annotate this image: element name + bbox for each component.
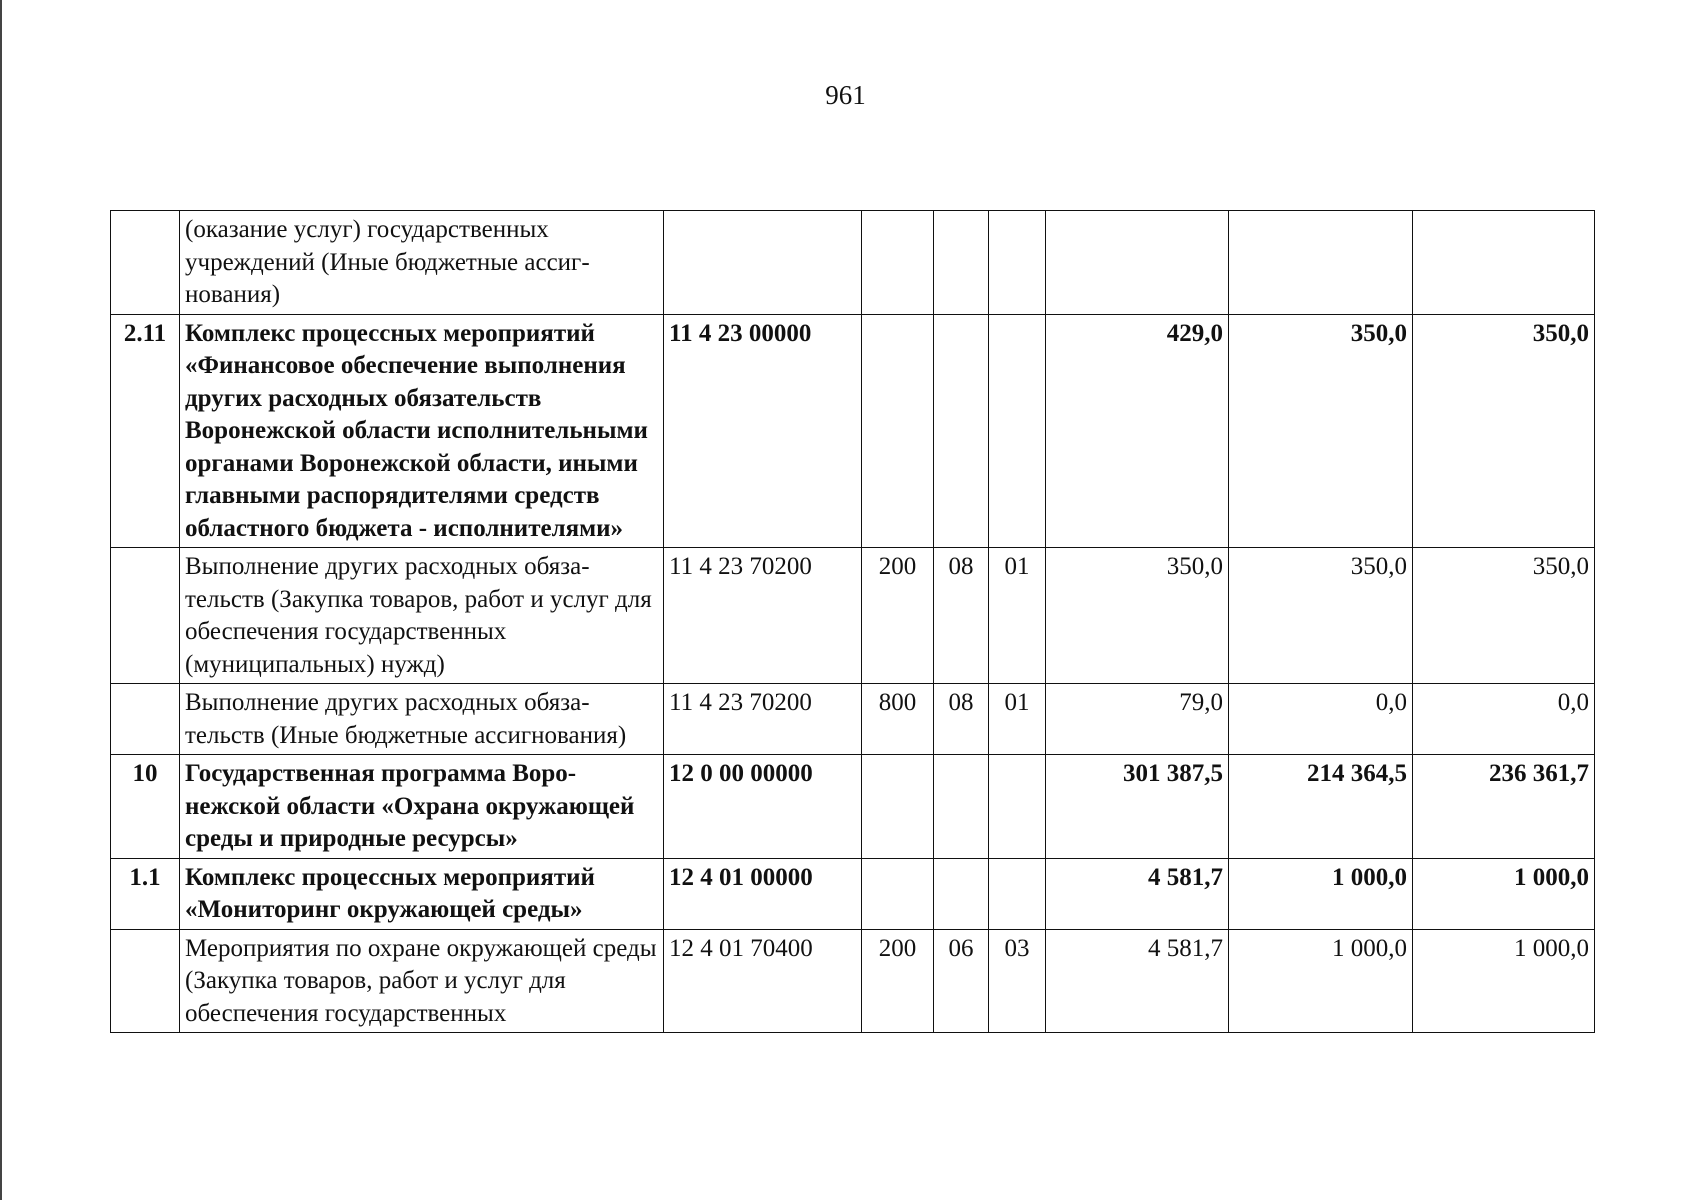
target-code — [664, 211, 862, 315]
amount-year-3: 350,0 — [1413, 548, 1595, 684]
page-number: 961 — [825, 80, 866, 110]
amount-year-3: 350,0 — [1413, 314, 1595, 548]
target-code: 12 4 01 00000 — [664, 858, 862, 929]
section-code: 08 — [934, 548, 989, 684]
row-number: 2.11 — [111, 314, 180, 548]
expense-type: 200 — [862, 548, 934, 684]
expense-type — [862, 211, 934, 315]
expense-type — [862, 755, 934, 859]
row-number — [111, 929, 180, 1033]
section-code: 08 — [934, 684, 989, 755]
subsection-code: 01 — [989, 684, 1046, 755]
section-code — [934, 314, 989, 548]
amount-year-1: 350,0 — [1046, 548, 1229, 684]
amount-year-2 — [1229, 211, 1413, 315]
section-code — [934, 211, 989, 315]
subsection-code: 01 — [989, 548, 1046, 684]
subsection-code — [989, 211, 1046, 315]
table-row — [111, 211, 1595, 315]
row-description: Комплекс процессных мероприятий «Финансовое обеспечение выполнения других расходных обязательств Воронежской области исполнительными органами Воронежской области, иными главными распорядителями средств областного бюджета - исполнителями» — [180, 314, 664, 548]
amount-year-1 — [1046, 211, 1229, 315]
target-code: 12 4 01 70400 — [664, 929, 862, 1033]
amount-year-1: 4 581,7 — [1046, 929, 1229, 1033]
section-code — [934, 755, 989, 859]
expense-type: 800 — [862, 684, 934, 755]
section-code — [934, 858, 989, 929]
amount-year-2: 350,0 — [1229, 548, 1413, 684]
subsection-code — [989, 314, 1046, 548]
table-row — [111, 858, 1595, 929]
table-row — [111, 314, 1595, 548]
row-description: Комплекс процессных мероприятий «Мониторинг окружающей среды» — [180, 858, 664, 929]
target-code: 11 4 23 00000 — [664, 314, 862, 548]
table-row — [111, 929, 1595, 1033]
amount-year-3: 236 361,7 — [1413, 755, 1595, 859]
budget-table — [110, 210, 1595, 1033]
row-description: Выполнение других расходных обязательств (Иные бюджетные ассигнования) — [180, 684, 664, 755]
expense-type — [862, 858, 934, 929]
amount-year-2: 1 000,0 — [1229, 929, 1413, 1033]
target-code: 11 4 23 70200 — [664, 548, 862, 684]
amount-year-1: 4 581,7 — [1046, 858, 1229, 929]
expense-type — [862, 314, 934, 548]
amount-year-3: 0,0 — [1413, 684, 1595, 755]
subsection-code — [989, 755, 1046, 859]
scan-left-edge — [0, 0, 2, 1200]
row-description: Государственная программа Воронежской области «Охрана окружающей среды и природные ресурсы» — [180, 755, 664, 859]
row-number: 1.1 — [111, 858, 180, 929]
target-code: 11 4 23 70200 — [664, 684, 862, 755]
row-number: 10 — [111, 755, 180, 859]
amount-year-2: 214 364,5 — [1229, 755, 1413, 859]
amount-year-2: 350,0 — [1229, 314, 1413, 548]
row-description: (оказание услуг) государственных учреждений (Иные бюджетные ассигнования) — [180, 211, 664, 315]
amount-year-3: 1 000,0 — [1413, 929, 1595, 1033]
expense-type: 200 — [862, 929, 934, 1033]
amount-year-2: 0,0 — [1229, 684, 1413, 755]
table-row — [111, 684, 1595, 755]
amount-year-3 — [1413, 211, 1595, 315]
row-number — [111, 548, 180, 684]
target-code: 12 0 00 00000 — [664, 755, 862, 859]
row-number — [111, 211, 180, 315]
amount-year-1: 79,0 — [1046, 684, 1229, 755]
section-code: 06 — [934, 929, 989, 1033]
table-row — [111, 755, 1595, 859]
amount-year-2: 1 000,0 — [1229, 858, 1413, 929]
amount-year-3: 1 000,0 — [1413, 858, 1595, 929]
row-description: Выполнение других расходных обязательств (Закупка товаров, работ и услуг для обеспечения государственных (муниципальных) нужд) — [180, 548, 664, 684]
amount-year-1: 301 387,5 — [1046, 755, 1229, 859]
subsection-code — [989, 858, 1046, 929]
row-number — [111, 684, 180, 755]
subsection-code: 03 — [989, 929, 1046, 1033]
amount-year-1: 429,0 — [1046, 314, 1229, 548]
row-description: Мероприятия по охране окружающей среды (Закупка товаров, работ и услуг для обеспечения государственных — [180, 929, 664, 1033]
table-row — [111, 548, 1595, 684]
